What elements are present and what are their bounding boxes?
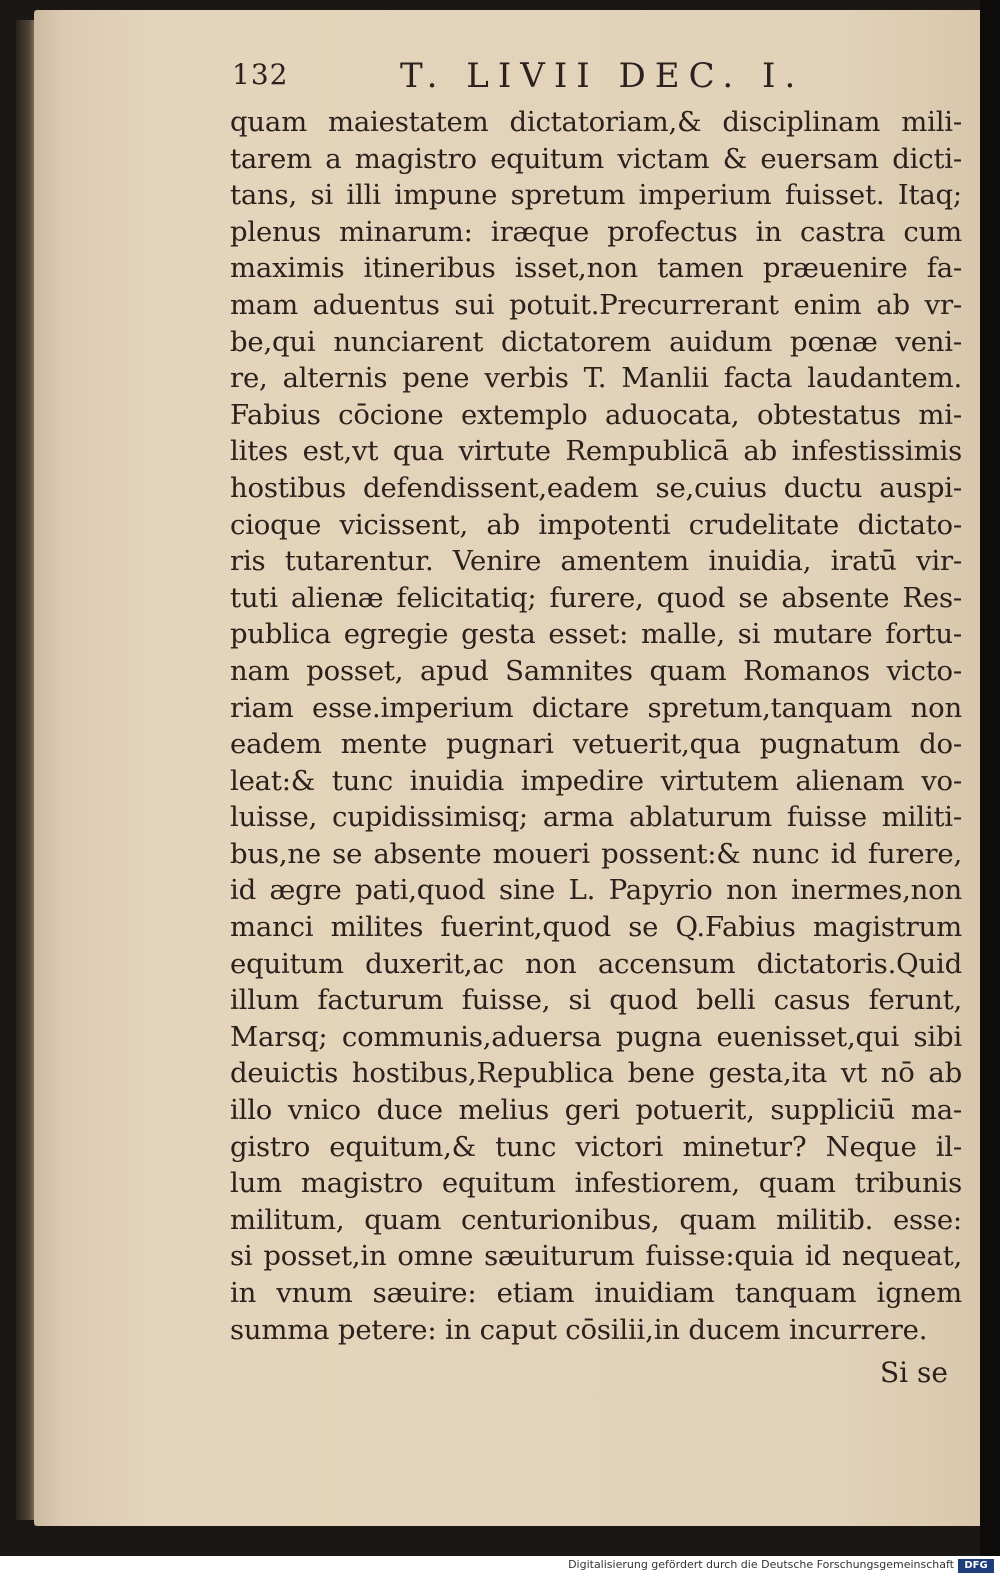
text-line: quam maiestatem dictatoriam,& disciplinam mili- (230, 106, 962, 138)
text-line: gistro equitum,& tunc victori minetur? Neque il- (230, 1130, 962, 1163)
text-line: Marsq; communis,aduersa pugna euenisset,qui sibi (230, 1020, 962, 1053)
text-line: lum magistro equitum infestiorem, quam tribunis (230, 1167, 962, 1200)
body-text (230, 104, 962, 1348)
text-line: plenus minarum: iræque profectus in castra cum (230, 215, 962, 248)
text-line: deuictis hostibus,Republica bene gesta,ita vt nō ab (230, 1057, 962, 1090)
dfg-logo: DFG (958, 1559, 994, 1573)
text-line: cioque vicissent, ab impotenti crudelitate dictato- (230, 508, 962, 541)
text-line: illo vnico duce melius geri potuerit, suppliciū ma- (230, 1094, 962, 1127)
text-line: tuti alienæ felicitatiq; furere, quod se absente Res- (230, 581, 962, 614)
text-line: maximis itineribus isset,non tamen præuenire fa- (230, 252, 962, 285)
text-line: re, alternis pene verbis T. Manlii facta laudantem. (230, 362, 962, 395)
text-line: in vnum sæuire: etiam inuidiam tanquam ignem (230, 1277, 962, 1309)
text-line: militum, quam centurionibus, quam militib. esse: (230, 1203, 962, 1236)
running-head: T. LIVII DEC. I. (400, 56, 805, 96)
text-line: riam esse.imperium dictare spretum,tanquam non (230, 691, 962, 724)
text-line: luisse, cupidissimisq; arma ablaturum fuisse militi- (230, 801, 962, 834)
text-line: lites est,vt qua virtute Rempublicā ab infestissimis (230, 435, 962, 468)
text-line: illum facturum fuisse, si quod belli casus ferunt, (230, 984, 962, 1017)
text-line: eadem mente pugnari vetuerit,qua pugnatum do- (230, 728, 962, 761)
text-line: be,qui nunciarent dictatorem auidum pœnæ veni- (230, 325, 962, 358)
text-line: equitum duxerit,ac non accensum dictatoris.Quid (230, 947, 962, 980)
text-line: si posset,in omne sæuiturum fuisse:quia id nequeat, (230, 1240, 962, 1273)
text-line: mam aduentus sui potuit.Precurrerant enim ab vr- (230, 288, 962, 321)
text-line: tarem a magistro equitum victam & euersam dicti- (230, 142, 962, 175)
text-line: tans, si illi impune spretum imperium fuisset. Itaq; (230, 179, 962, 212)
text-line: nam posset, apud Samnites quam Romanos victo- (230, 654, 962, 687)
text-line: summa petere: in caput cōsilii,in ducem incurrere. (230, 1313, 928, 1346)
text-line: publica egregie gesta esset: malle, si mutare fortu- (230, 618, 962, 651)
catchword: Si se (880, 1356, 948, 1389)
text-line: hostibus defendissent,eadem se,cuius ductu auspi- (230, 471, 962, 504)
text-line: Fabius cōcione extemplo aduocata, obtestatus mi- (230, 398, 962, 431)
text-line: bus,ne se absente moueri possent:& nunc id furere, (230, 837, 962, 870)
funding-note: Digitalisierung gefördert durch die Deutsche Forschungsgemeinschaft (568, 1558, 954, 1571)
text-line: manci milites fuerint,quod se Q.Fabius magistrum (230, 911, 962, 944)
scan-right-edge (980, 0, 1000, 1556)
page-number: 132 (232, 58, 289, 91)
text-line: leat:& tunc inuidia impedire virtutem alienam vo- (230, 764, 962, 797)
text-line: ris tutarentur. Venire amentem inuidia, iratū vir- (230, 545, 962, 578)
text-line: id ægre pati,quod sine L. Papyrio non inermes,non (230, 874, 962, 907)
footer-bar (0, 1556, 1000, 1576)
